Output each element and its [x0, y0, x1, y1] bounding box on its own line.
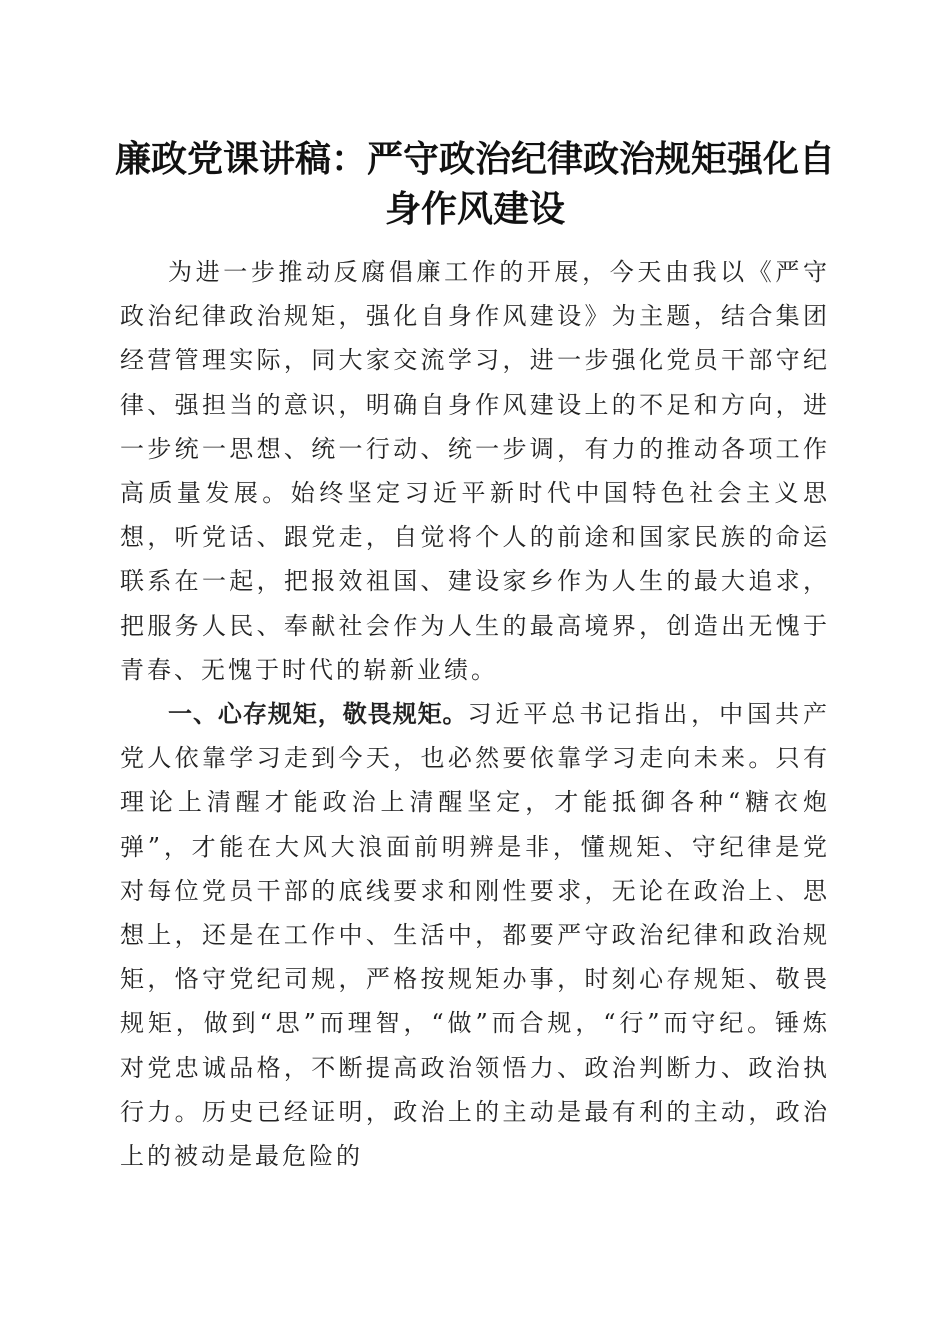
paragraph-section-1-text: 习近平总书记指出，中国共产党人依靠学习走到今天，也必然要依靠学习走向未来。只有理论上清醒才能政治上清醒坚定，才能抵御各种“糖衣炮弹”，才能在大风大浪面前明辨是非，懂规矩、守纪律是党对每位党员干部的底线要求和刚性要求，无论在政治上、思想上，还是在工作中、生活中，都要严守政治纪律和政治规矩，恪守党纪司规，严格按规矩办事，时刻心存规矩、敬畏规矩，做到“思”而理智，“做”而合规，“行”而守纪。锤炼对党忠诚品格，不断提高政治领悟力、政治判断力、政治执行力。历史已经证明，政治上的主动是最有利的主动，政治上的被动是最危险的 — [120, 700, 830, 1171]
paragraph-section-1 — [120, 692, 830, 1178]
document-title: 廉政党课讲稿：严守政治纪律政治规矩强化自身作风建设 — [114, 138, 835, 230]
section-1-heading: 一、心存规矩，敬畏规矩。 — [168, 700, 468, 729]
paragraph-intro — [120, 250, 830, 692]
paragraph-intro-text: 为进一步推动反腐倡廉工作的开展，今天由我以《严守政治纪律政治规矩，强化自身作风建设》为主题，结合集团经营管理实际，同大家交流学习，进一步强化党员干部守纪律、强担当的意识，明确自身作风建设上的不足和方向，进一步统一思想、统一行动、统一步调，有力的推动各项工作高质量发展。始终坚定习近平新时代中国特色社会主义思想，听党话、跟党走，自觉将个人的前途和国家民族的命运联系在一起，把报效祖国、建设家乡作为人生的最大追求，把服务人民、奉献社会作为人生的最高境界，创造出无愧于青春、无愧于时代的崭新业绩。 — [120, 258, 830, 684]
document-body — [120, 250, 830, 1178]
